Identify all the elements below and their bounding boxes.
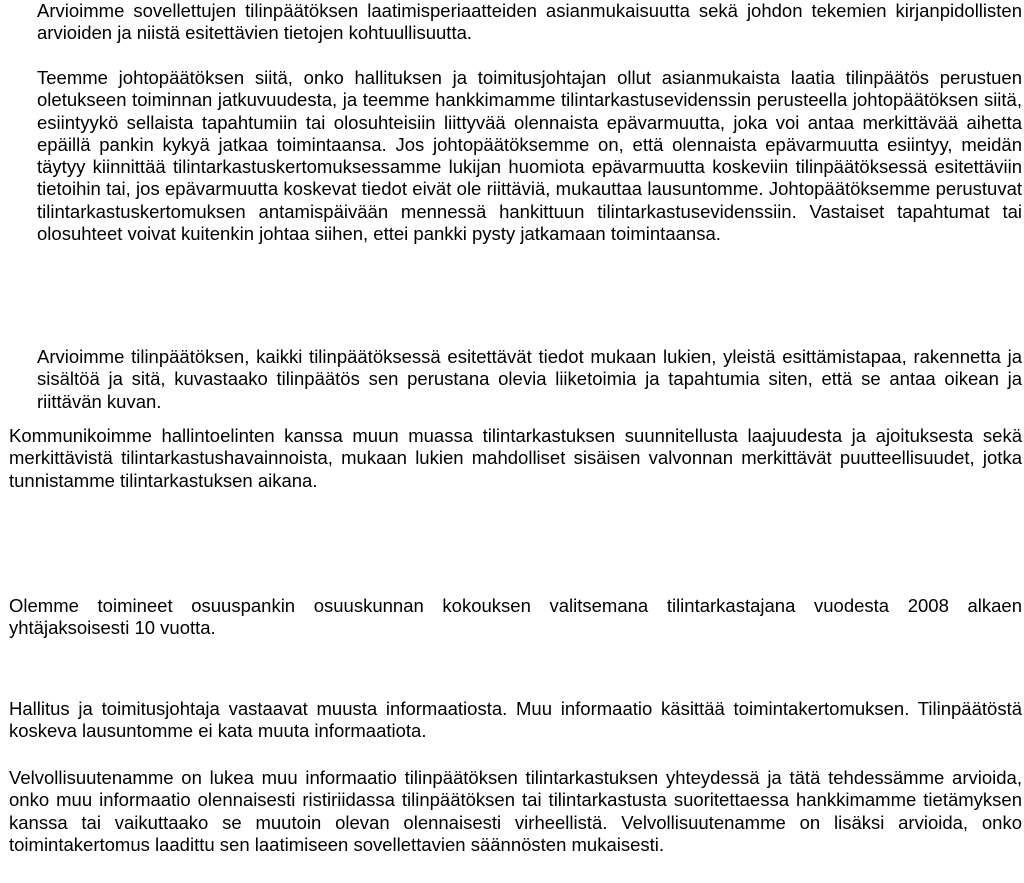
paragraph-communication-governance: Kommunikoimme hallintoelinten kanssa muun muassa tilintarkastuksen suunnitellusta laajuudesta ja ajoituksesta sekä merkittävistä tilintarkastushavainnoista, mukaan lukien mahdolliset sisäisen valvonnan merkittävät puutteellisuudet, jotka tunnistamme tilintarkastuksen aikana. [9, 425, 1022, 491]
paragraph-other-information-duties: Velvollisuutenamme on lukea muu informaatio tilinpäätöksen tilintarkastuksen yhteydessä ja tätä tehdessämme arvioida, onko muu informaatio olennaisesti ristiriidassa tilinpäätöksen tai tilintarkastusta suoritettaessa hankkimamme tietämyksen kanssa tai vaikuttaako se muutoin olevan olennaisesti virheellistä. Velvollisuutenamme on lisäksi arvioida, onko toimintakertomus laadittu sen laatimiseen sovellettavien säännösten mukaisesti. [9, 767, 1022, 855]
paragraph-auditor-tenure: Olemme toimineet osuuspankin osuuskunnan kokouksen valitsemana tilintarkastajana vuodesta 2008 alkaen yhtäjaksoisesti 10 vuotta. [9, 595, 1022, 639]
paragraph-other-information-responsibility: Hallitus ja toimitusjohtaja vastaavat muusta informaatiosta. Muu informaatio käsittää toimintakertomuksen. Tilinpäätöstä koskeva lausuntomme ei kata muuta informaatiota. [9, 698, 1022, 742]
paragraph-accounting-estimates: Arvioimme sovellettujen tilinpäätöksen laatimisperiaatteiden asianmukaisuutta sekä johdon tekemien kirjanpidollisten arvioiden ja niistä esitettävien tietojen kohtuullisuutta. [37, 0, 1022, 44]
paragraph-going-concern: Teemme johtopäätöksen siitä, onko hallituksen ja toimitusjohtajan ollut asianmukaista laatia tilinpäätös perustuen oletukseen toiminnan jatkuvuudesta, ja teemme hankkimamme tilintarkastusevidenssin perusteella johtopäätöksen siitä, esiintyykö sellaista tapahtumiin tai olosuhteisiin liittyvää olennaista epävarmuutta, joka voi antaa merkittävää aihetta epäillä pankin kykyä jatkaa toimintaansa. Jos johtopäätöksemme on, että olennaista epävarmuutta esiintyy, meidän täytyy kiinnittää tilintarkastuskertomuksessamme lukijan huomiota epävarmuutta koskeviin tilinpäätöksessä esitettäviin tietoihin tai, jos epävarmuutta koskevat tiedot eivät ole riittäviä, mukauttaa lausuntomme. Johtopäätöksemme perustuvat tilintarkastuskertomuksen antamispäivään mennessä hankittuun tilintarkastusevidenssiin. Vastaiset tapahtumat tai olosuhteet voivat kuitenkin johtaa siihen, ettei pankki pysty jatkamaan toimintaansa. [37, 67, 1022, 245]
paragraph-overall-presentation: Arvioimme tilinpäätöksen, kaikki tilinpäätöksessä esitettävät tiedot mukaan lukien, yleistä esittämistapaa, rakennetta ja sisältöä ja sitä, kuvastaako tilinpäätös sen perustana olevia liiketoimia ja tapahtumia siten, että se antaa oikean ja riittävän kuvan. [37, 346, 1022, 412]
